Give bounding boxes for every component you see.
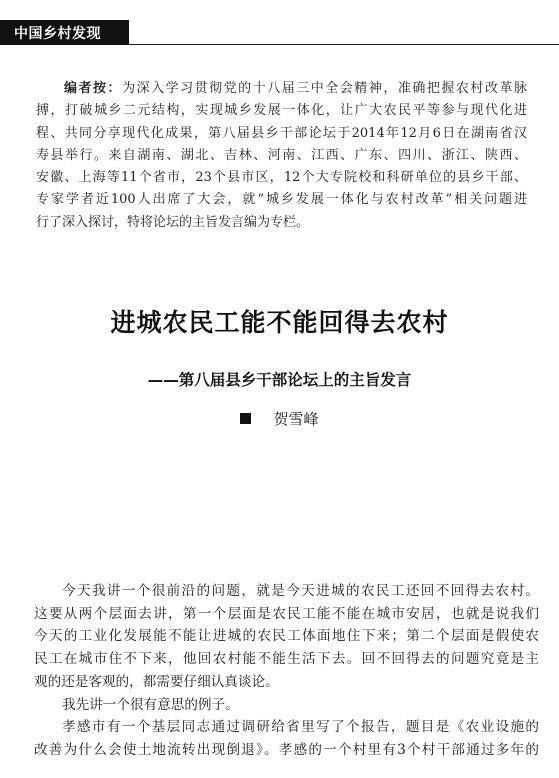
section-header-bar [0, 20, 129, 45]
body-line: 今天的工业化发展能不能让进城的农民工体面地住下来；第二个层面是假使农 [34, 628, 539, 645]
author-marker-square-icon [240, 413, 251, 424]
editor-note-line: 程、共同分享现代化成果，第八届县乡干部论坛于2014年12月6日在湖南省汉 [36, 125, 527, 141]
body-line: 民工在城市住不下来，他回农村能不能生活下去。回不回得去的问题究竟是主 [34, 651, 539, 668]
editor-note-line: 搏，打破城乡二元结构，实现城乡发展一体化，让广大农民平等参与现代化进 [36, 103, 527, 119]
body-line: 孝感市有一个基层同志通过调研给省里写了个报告，题目是《农业设施的 [62, 719, 539, 736]
editor-note-line: 专家学者近100人出席了大会，就“城乡发展一体化与农村改革”相关问题进 [36, 192, 527, 208]
body-line: 今天我讲一个很前沿的问题，就是今天进城的农民工还回不回得去农村。 [62, 583, 539, 599]
article-body [34, 580, 539, 762]
editor-note-text: 为深入学习贯彻党的十八届三中全会精神，准确把握农村改革脉 [122, 81, 527, 96]
body-line: 改善为什么会使土地流转出现倒退》。孝感的一个村里有3个村干部通过多年的 [34, 741, 539, 758]
editor-note [36, 78, 527, 234]
author-name: 贺雪峰 [273, 410, 319, 428]
author-byline [0, 408, 559, 429]
editor-note-line [36, 78, 527, 100]
editor-note-line: 安徽、上海等11个省市，23个县市区，12个大专院校和科研单位的县乡干部、 [36, 170, 527, 186]
article-title: 进城农民工能不能回得去农村 [110, 308, 449, 337]
editor-note-line: 行了深入探讨，特将论坛的主旨发言编为专栏。 [36, 214, 310, 230]
editor-note-label: 编者按： [64, 81, 123, 96]
editor-note-line: 寿县举行。来自湖南、湖北、吉林、河南、江西、广东、四川、浙江、陕西、 [36, 147, 527, 163]
body-line: 这要从两个层面去讲，第一个层面是农民工能不能在城市安居，也就是说我们 [34, 605, 539, 622]
section-label: 中国乡村发现 [14, 25, 101, 42]
article-subtitle: ——第八届县乡干部论坛上的主旨发言 [147, 371, 412, 389]
body-line: 我先讲一个很有意思的例子。 [62, 696, 239, 713]
body-line: 观的还是客观的，都需要仔细认真谈论。 [34, 673, 279, 690]
header-divider [129, 44, 559, 45]
